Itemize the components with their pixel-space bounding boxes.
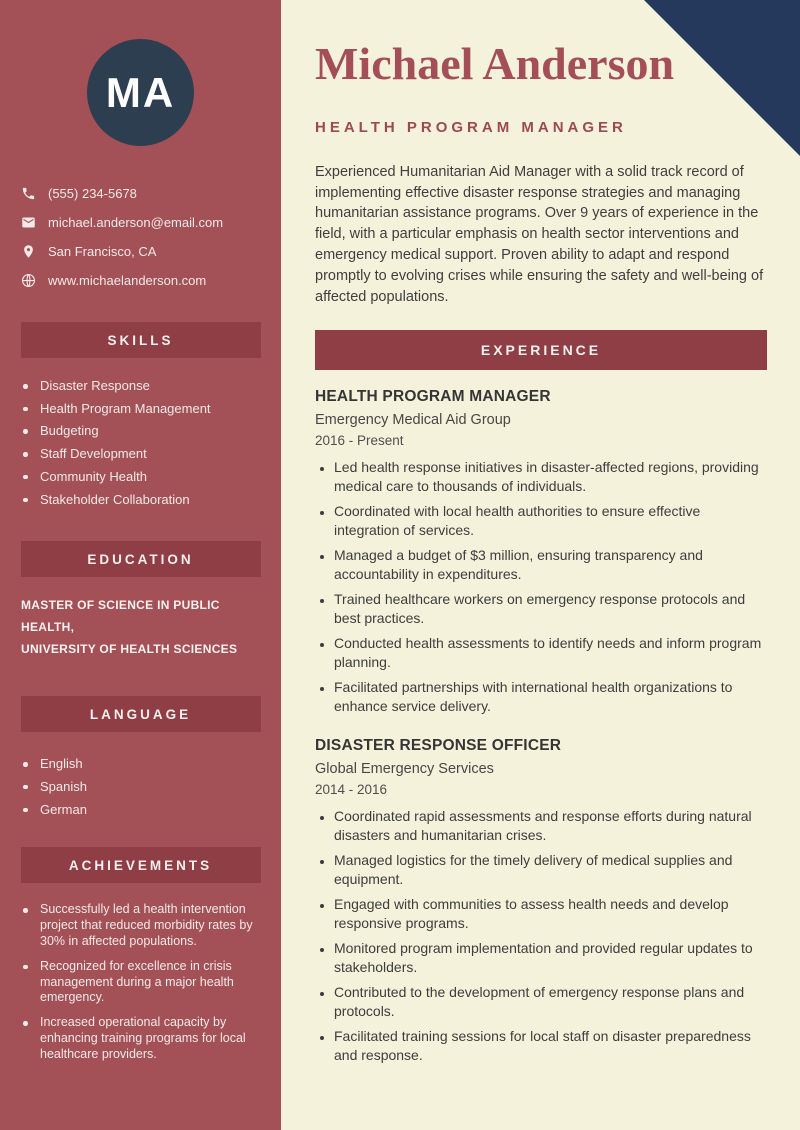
job-entry	[315, 388, 767, 716]
job-dates: 2014 - 2016	[315, 782, 388, 798]
contact-location	[21, 237, 281, 266]
avatar-initials: MA	[105, 68, 176, 116]
location-icon	[21, 244, 36, 259]
contact-website	[21, 266, 281, 295]
education-degree	[21, 594, 260, 660]
skills-section-header	[21, 322, 261, 358]
headline-job-title: HEALTH PROGRAM MANAGER	[315, 118, 627, 136]
achievement-item: Recognized for excellence in crisis management during a major health emergency.	[21, 959, 281, 1006]
skill-item: Community Health	[21, 466, 281, 489]
email-icon	[21, 215, 36, 230]
achievement-item: Increased operational capacity by enhancing training programs for local healthcare providers.	[21, 1015, 281, 1062]
language-item: Spanish	[21, 776, 281, 799]
achievements-list	[21, 902, 281, 1062]
achievements-header-label: ACHIEVEMENTS	[68, 857, 213, 873]
job-bullet-list	[315, 458, 767, 716]
job-bullet: • Engaged with communities to assess health needs and develop responsive programs.	[334, 895, 767, 933]
phone-icon	[21, 186, 36, 201]
contact-email	[21, 208, 281, 237]
page-title: Michael Anderson	[315, 38, 675, 89]
email-address[interactable]: michael.anderson@email.com	[48, 215, 224, 230]
language-list	[21, 753, 281, 821]
achievements-section-header	[21, 847, 261, 883]
location-text: San Francisco, CA	[48, 244, 157, 259]
job-bullet-list	[315, 807, 767, 1065]
job-bullet: • Facilitated training sessions for local staff on disaster preparedness and response.	[334, 1027, 767, 1065]
job-bullet: • Monitored program implementation and provided regular updates to stakeholders.	[334, 939, 767, 977]
job-bullet: • Coordinated rapid assessments and response efforts during natural disasters and humanitarian crises.	[334, 807, 767, 845]
skill-item: Staff Development	[21, 443, 281, 466]
avatar	[87, 39, 194, 146]
summary-paragraph: Experienced Humanitarian Aid Manager with a solid track record of implementing effective disaster response strategies and managing humanitarian assistance programs. Over 9 years of experience in the field, with a particular emphasis on health sector interventions and emergency medical support. Proven ability to adapt and respond promptly to evolving crises while ensuring the safety and well-being of affected populations.	[315, 163, 764, 305]
website-url[interactable]: www.michaelanderson.com	[48, 273, 207, 288]
skills-list	[21, 375, 281, 511]
skill-item: Disaster Response	[21, 375, 281, 398]
experience-header-label: EXPERIENCE	[480, 342, 602, 359]
education-degree-line: UNIVERSITY OF HEALTH SCIENCES	[21, 642, 238, 657]
job-company: Emergency Medical Aid Group	[315, 412, 511, 429]
language-item: English	[21, 753, 281, 776]
experience-section-header	[315, 330, 767, 370]
skill-item: Health Program Management	[21, 398, 281, 421]
job-title: HEALTH PROGRAM MANAGER	[315, 388, 551, 406]
job-bullet: • Conducted health assessments to identify needs and inform program planning.	[334, 634, 767, 672]
education-degree-line: MASTER OF SCIENCE IN PUBLIC HEALTH,	[21, 598, 220, 635]
achievement-item: Successfully led a health intervention project that reduced morbidity rates by 30% in affected populations.	[21, 902, 281, 949]
job-bullet: • Facilitated partnerships with international health organizations to enhance service delivery.	[334, 678, 767, 716]
skill-item: Stakeholder Collaboration	[21, 489, 281, 512]
job-bullet: • Managed a budget of $3 million, ensuring transparency and accountability in expenditures.	[334, 546, 767, 584]
language-section-header	[21, 696, 261, 732]
sidebar	[0, 0, 281, 1130]
job-company: Global Emergency Services	[315, 761, 494, 778]
job-dates: 2016 - Present	[315, 433, 404, 449]
resume-main	[281, 0, 800, 1130]
job-bullet: • Managed logistics for the timely delivery of medical supplies and equipment.	[334, 851, 767, 889]
education-section-header	[21, 541, 261, 577]
language-item: German	[21, 799, 281, 822]
contact-phone	[21, 179, 281, 208]
job-bullet: • Led health response initiatives in disaster-affected regions, providing medical care to thousands of individuals.	[334, 458, 767, 496]
contact-info	[21, 179, 281, 295]
skills-header-label: SKILLS	[107, 332, 174, 348]
job-entry	[315, 737, 767, 1065]
phone-number: (555) 234-5678	[48, 186, 137, 201]
skill-item: Budgeting	[21, 420, 281, 443]
job-bullet: • Trained healthcare workers on emergency response protocols and best practices.	[334, 590, 767, 628]
job-bullet: • Coordinated with local health authorities to ensure effective integration of services.	[334, 502, 767, 540]
globe-icon	[21, 273, 36, 288]
education-header-label: EDUCATION	[87, 551, 194, 567]
job-bullet: • Contributed to the development of emergency response plans and protocols.	[334, 983, 767, 1021]
language-header-label: LANGUAGE	[89, 706, 192, 722]
job-title: DISASTER RESPONSE OFFICER	[315, 737, 562, 755]
